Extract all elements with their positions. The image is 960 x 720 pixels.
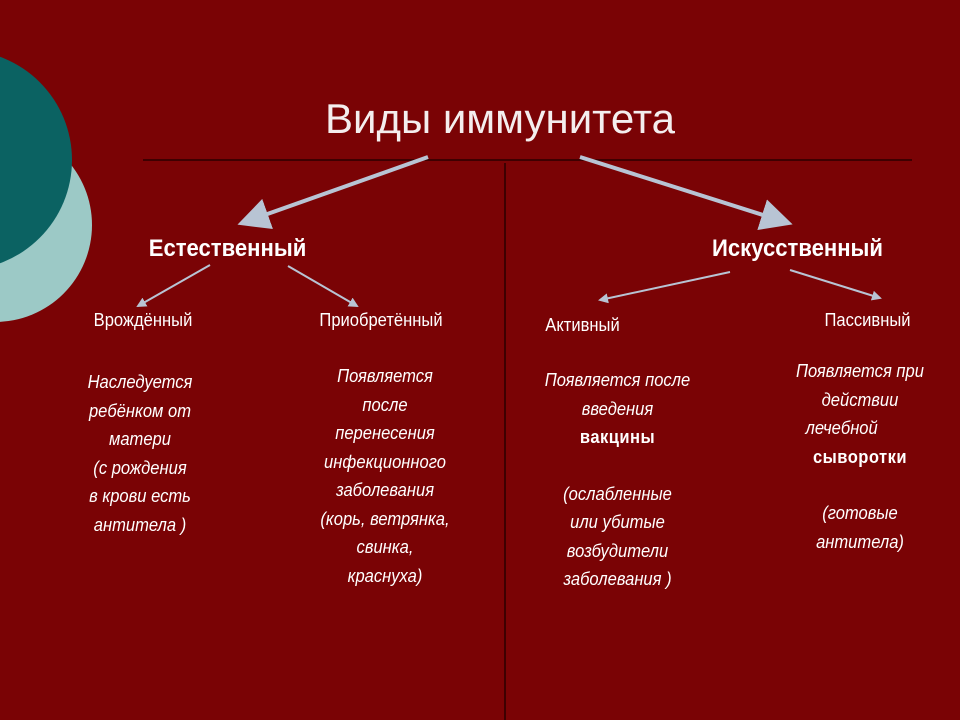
innate-label: Врождённый [93, 310, 193, 330]
acquired-label: Приобретённый [319, 310, 443, 330]
arrow-to-passive [790, 270, 880, 298]
active-label: Активный [545, 315, 620, 335]
desc-line: после [362, 394, 408, 415]
passive-description [777, 357, 943, 556]
active-description [523, 366, 712, 594]
desc-line: лечебной [805, 418, 878, 438]
desc-line: краснуха) [347, 565, 423, 586]
desc-line: антитела ) [93, 514, 187, 535]
arrow-to-artificial [580, 157, 785, 222]
natural-label: Естественный [148, 235, 307, 262]
desc-line: действии [821, 389, 899, 410]
desc-line: или убитые [570, 512, 665, 532]
desc-line: возбудители [566, 540, 669, 561]
passive-label: Пассивный [824, 310, 911, 330]
arrow-to-active [600, 272, 730, 300]
desc-line: Появляется после [544, 370, 691, 390]
desc-line: антитела) [816, 531, 904, 552]
arrow-to-acquired [288, 266, 357, 306]
desc-line: (корь, ветрянка, [320, 508, 450, 529]
desc-line: (ослабленные [563, 483, 672, 504]
desc-line: Наследуется [87, 372, 193, 392]
artificial-label: Искусственный [712, 235, 883, 262]
desc-line: в крови есть [89, 486, 191, 506]
desc-line: (с рождения [93, 457, 187, 478]
desc-line: инфекционного [324, 451, 446, 472]
desc-line: введения [581, 398, 654, 419]
desc-line: заболевания [335, 480, 435, 500]
desc-line: перенесения [335, 423, 435, 443]
desc-line: свинка, [356, 537, 414, 557]
page-title: Виды иммунитета [324, 95, 676, 142]
desc-line: матери [108, 429, 171, 449]
desc-line: Появляется при [796, 361, 924, 381]
serum-keyword: сыворотки [813, 446, 907, 467]
arrow-to-natural [245, 157, 428, 222]
vaccine-keyword: вакцины [579, 427, 656, 447]
desc-line: (готовые [822, 503, 898, 523]
desc-line: ребёнком от [88, 400, 192, 421]
innate-description [62, 368, 218, 539]
desc-line: заболевания ) [563, 569, 672, 589]
acquired-description [298, 362, 473, 590]
desc-line: Появляется [337, 366, 433, 386]
arrow-to-innate [138, 265, 210, 306]
